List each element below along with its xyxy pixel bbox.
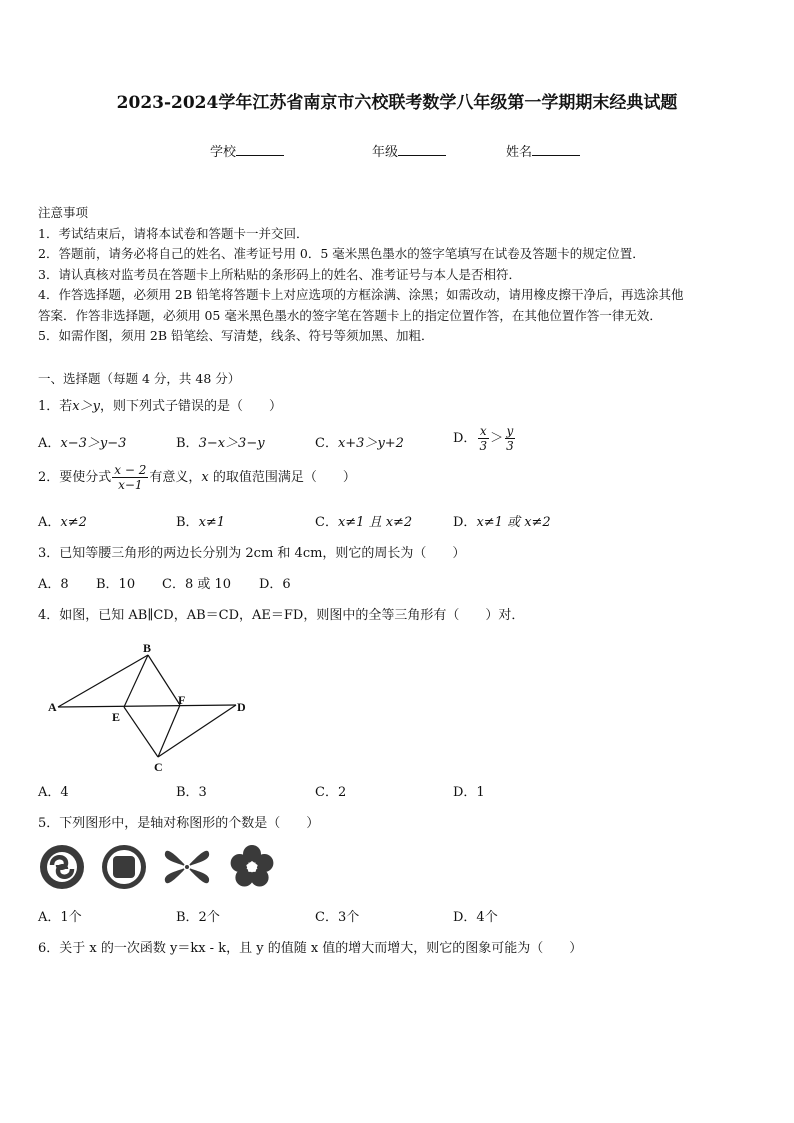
q2-option-d[interactable] bbox=[453, 511, 551, 530]
school-blank bbox=[236, 143, 284, 156]
q1-prefix: 1．若 bbox=[38, 399, 73, 414]
option-expr: x≠1 bbox=[198, 515, 226, 530]
option-label: A． bbox=[38, 515, 61, 530]
segment-ec bbox=[124, 707, 158, 757]
q5-option-c[interactable]: C．3个 bbox=[315, 910, 360, 925]
note-item: 答案．作答非选择题，必须用 05 毫米黑色墨水的签字笔在答题卡上的指定位置作答，在其他位置作答一律无效． bbox=[38, 307, 662, 323]
notes-heading: 注意事项 bbox=[38, 205, 89, 220]
figure-lines bbox=[58, 655, 236, 757]
option-label: D． bbox=[453, 431, 477, 446]
option-expr: x≠1 或 x≠2 bbox=[476, 515, 551, 530]
question-1 bbox=[38, 395, 282, 414]
fraction bbox=[477, 424, 489, 453]
coin-symbol-icon bbox=[102, 845, 146, 889]
option-label: B． bbox=[176, 515, 199, 530]
segment-dc bbox=[158, 705, 236, 757]
numerator: y bbox=[506, 424, 514, 438]
question-4: 4．如图，已知 AB∥CD，AB＝CD，AE＝FD，则图中的全等三角形有（ ）对． bbox=[38, 608, 525, 623]
q5-option-d[interactable]: D．4个 bbox=[453, 910, 498, 925]
note-item: 1．考试结束后，请将本试卷和答题卡一并交回． bbox=[38, 225, 309, 241]
q3-option-d[interactable]: D．6 bbox=[259, 577, 291, 592]
option-expr: x≠1 且 x≠2 bbox=[337, 515, 413, 530]
q4-option-d[interactable]: D．1 bbox=[453, 785, 485, 800]
knot-symbol-icon bbox=[165, 851, 209, 883]
segment-ab bbox=[58, 655, 148, 707]
q4-option-c[interactable]: C．2 bbox=[315, 785, 347, 800]
question-3: 3．已知等腰三角形的两边长分别为 2cm 和 4cm，则它的周长为（ ） bbox=[38, 546, 466, 561]
q1-option-d[interactable] bbox=[453, 424, 517, 453]
q2-option-a[interactable] bbox=[38, 511, 87, 530]
q2-option-c[interactable] bbox=[315, 511, 412, 530]
q2-variable: x bbox=[201, 470, 209, 485]
fraction bbox=[504, 424, 516, 453]
segment-bf bbox=[148, 655, 180, 705]
fraction bbox=[112, 463, 148, 492]
segment-be bbox=[124, 655, 148, 707]
school-label: 学校 bbox=[210, 145, 237, 160]
option-label: C． bbox=[315, 515, 338, 530]
question-2 bbox=[38, 463, 356, 492]
q4-geometry-figure bbox=[40, 636, 260, 776]
option-expr: x+3＞y+2 bbox=[337, 436, 404, 451]
segment-ad bbox=[58, 705, 236, 707]
denominator: 3 bbox=[479, 439, 488, 453]
swirl-symbol-icon bbox=[40, 845, 84, 889]
school-field bbox=[210, 141, 284, 160]
denominator: 3 bbox=[506, 439, 514, 453]
option-label: A． bbox=[38, 436, 61, 451]
numerator: x − 2 bbox=[114, 463, 147, 477]
question-5: 5．下列图形中，是轴对称图形的个数是（ ） bbox=[38, 816, 320, 831]
name-label: 姓名 bbox=[506, 145, 533, 160]
question-6: 6．关于 x 的一次函数 y＝kx - k，且 y 的值随 x 值的增大而增大，则它的图象可能为（ ） bbox=[38, 941, 583, 956]
name-field bbox=[506, 141, 580, 160]
q2-suffix-2: 的取值范围满足（ ） bbox=[208, 470, 356, 485]
option-expr: 3−x＞3−y bbox=[198, 436, 265, 451]
q1-option-a[interactable] bbox=[38, 432, 126, 451]
grade-field bbox=[372, 141, 446, 160]
q5-option-b[interactable]: B．2个 bbox=[176, 910, 220, 925]
q1-option-b[interactable] bbox=[176, 432, 265, 451]
q5-option-a[interactable]: A．1个 bbox=[38, 910, 82, 925]
flower-symbol-icon bbox=[231, 845, 274, 887]
point-label-b: B bbox=[143, 641, 152, 655]
q3-option-a[interactable]: A．8 bbox=[38, 577, 69, 592]
q5-symbols-figure bbox=[38, 842, 278, 892]
q2-prefix: 2．要使分式 bbox=[38, 470, 112, 485]
note-item: 2．答题前，请务必将自己的姓名、准考证号用 0．5 毫米黑色墨水的签字笔填写在试卷及答题卡的规定位置． bbox=[38, 246, 645, 261]
q3-option-c[interactable]: C．8 或 10 bbox=[162, 577, 232, 592]
q1-condition: x＞y bbox=[72, 399, 100, 414]
note-item: 3．请认真核对监考员在答题卡上所粘贴的条形码上的姓名、准考证号与本人是否相符． bbox=[38, 266, 521, 282]
point-label-c: C bbox=[154, 760, 163, 774]
q1-option-c[interactable] bbox=[315, 432, 404, 451]
option-label: C． bbox=[315, 436, 338, 451]
q4-option-b[interactable]: B．3 bbox=[176, 785, 207, 800]
q3-option-b[interactable]: B．10 bbox=[96, 577, 136, 592]
grade-blank bbox=[398, 143, 446, 156]
option-label: B． bbox=[176, 436, 199, 451]
page-title: 2023-2024学年江苏省南京市六校联考数学八年级第一学期期末经典试题 bbox=[116, 93, 678, 113]
denominator: x−1 bbox=[118, 478, 143, 492]
notes-block bbox=[38, 203, 758, 347]
operator: ＞ bbox=[490, 431, 504, 446]
point-label-e: E bbox=[112, 710, 121, 724]
option-expr: x≠2 bbox=[60, 515, 87, 530]
option-expr: x−3＞y−3 bbox=[60, 436, 127, 451]
point-label-a: A bbox=[48, 700, 57, 714]
numerator: x bbox=[479, 424, 487, 438]
q1-suffix: ，则下列式子错误的是（ ） bbox=[99, 399, 282, 414]
point-label-f: F bbox=[178, 693, 186, 707]
grade-label: 年级 bbox=[372, 145, 399, 160]
option-label: D． bbox=[453, 515, 477, 530]
q2-suffix: 有意义， bbox=[149, 470, 202, 485]
note-item: 5．如需作图，须用 2B 铅笔绘、写清楚，线条、符号等须加黑、加粗． bbox=[38, 328, 434, 343]
point-label-d: D bbox=[237, 700, 246, 714]
name-blank bbox=[532, 143, 580, 156]
section-heading: 一、选择题（每题 4 分，共 48 分） bbox=[38, 371, 241, 386]
note-item: 4．作答选择题，必须用 2B 铅笔将答题卡上对应选项的方框涂满、涂黑；如需改动，请用橡皮擦干净后，再选涂其他 bbox=[38, 287, 684, 302]
q2-option-b[interactable] bbox=[176, 511, 225, 530]
q4-option-a[interactable]: A．4 bbox=[38, 785, 69, 800]
